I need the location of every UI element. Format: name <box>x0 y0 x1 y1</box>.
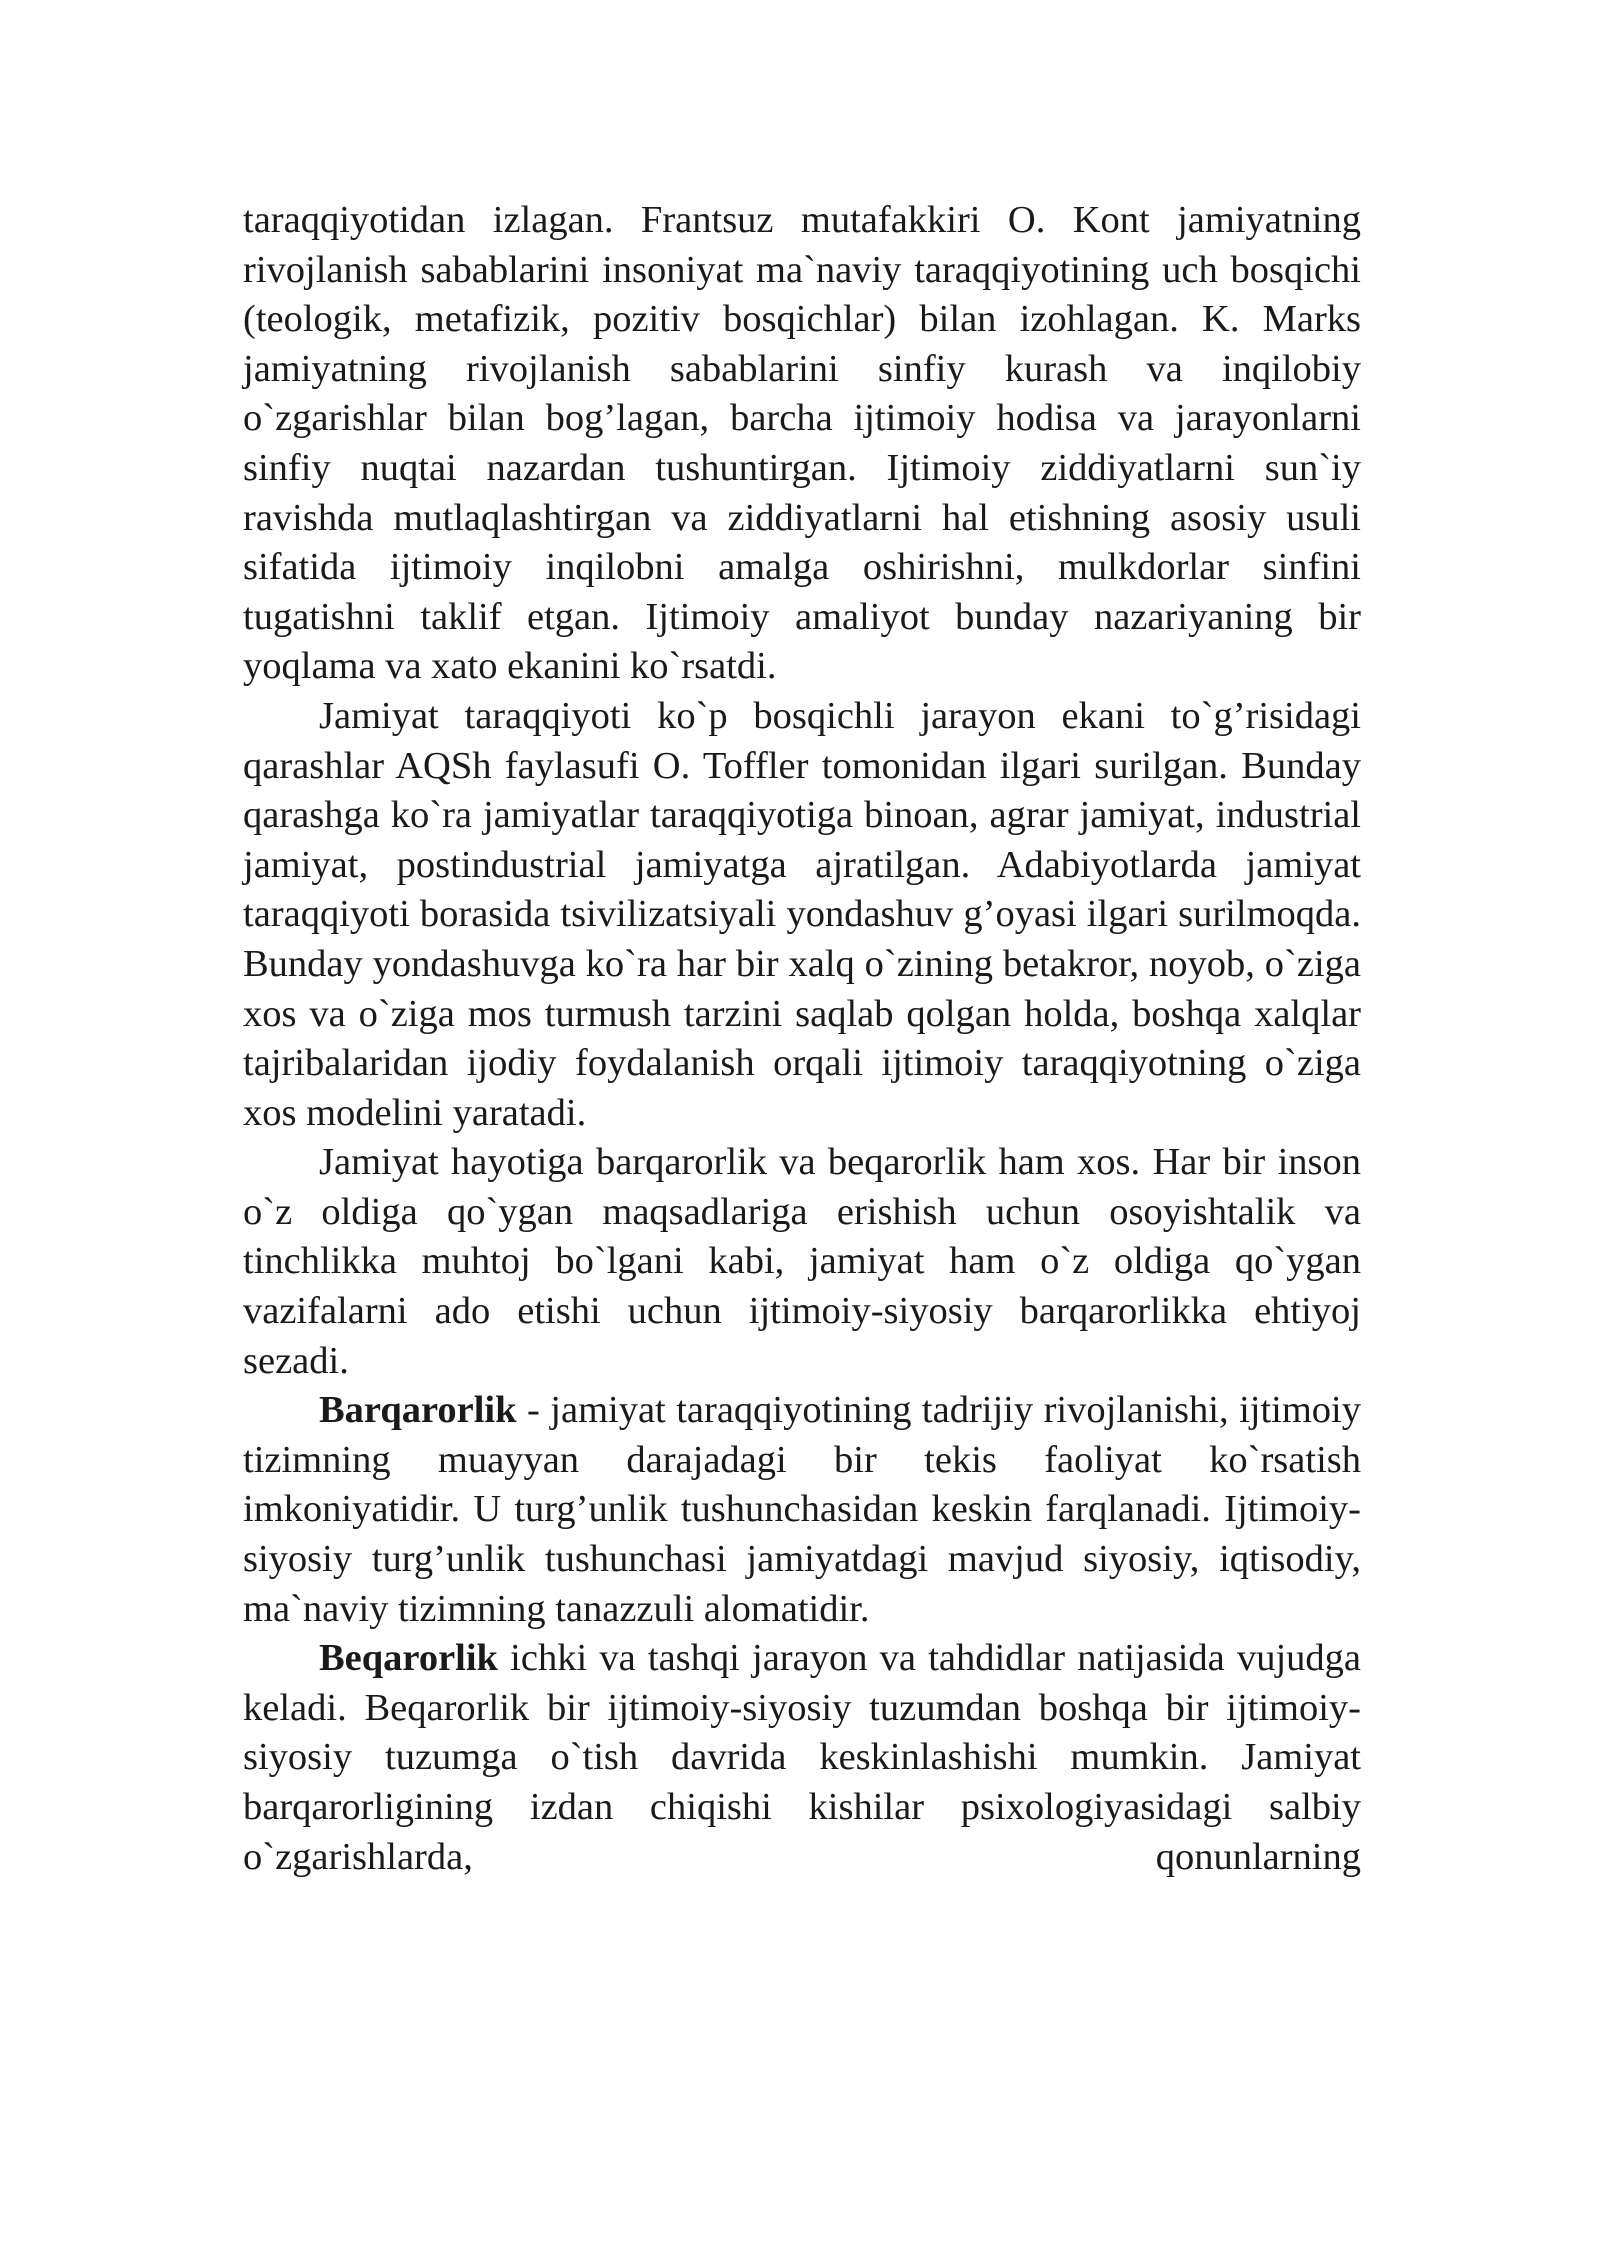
paragraph-barqarorlik-definition <box>243 1386 1361 1634</box>
paragraph-continuation: taraqqiyotidan izlagan. Frantsuz mutafakkiri O. Kont jamiyatning rivojlanish sabablarini insoniyat ma`naviy taraqqiyotining uch bosqichi (teologik, metafizik, pozitiv bosqichlar) bilan izohlagan. K. Marks jamiyatning rivojlanish sabablarini sinfiy kurash va inqilobiy o`zgarishlar bilan bog’lagan, barcha ijtimoiy hodisa va jarayonlarni sinfiy nuqtai nazardan tushuntirgan. Ijtimoiy ziddiyatlarni sun`iy ravishda mutlaqlashtirgan va ziddiyatlarni hal etishning asosiy usuli sifatida ijtimoiy inqilobni amalga oshirishni, mulkdorlar sinfini tugatishni taklif etgan. Ijtimoiy amaliyot bunday nazariyaning bir yoqlama va xato ekanini ko`rsatdi. <box>243 199 1361 688</box>
definition-barqarorlik: - jamiyat taraqqiyotining tadrijiy rivojlanishi, ijtimoiy tizimning muayyan darajadagi bir tekis faoliyat ko`rsatish imkoniyatidir. U turg’unlik tushunchasidan keskin farqlanadi. Ijtimoiy-siyosiy turg’unlik tushunchasi jamiyatdagi mavjud siyosiy, iqtisodiy, ma`naviy tizimning tanazzuli alomatidir. <box>243 1389 1361 1630</box>
paragraph-toffler: Jamiyat taraqqiyoti ko`p bosqichli jarayon ekani to`g’risidagi qarashlar AQSh faylasufi O. Toffler tomonidan ilgari surilgan. Bunday qarashga ko`ra jamiyatlar taraqqiyotiga binoan, agrar jamiyat, industrial jamiyat, postindustrial jamiyatga ajratilgan. Adabiyotlarda jamiyat taraqqiyoti borasida tsivilizatsiyali yondashuv g’oyasi ilgari surilmoqda. Bunday yondashuvga ko`ra har bir xalq o`zining betakror, noyob, o`ziga xos va o`ziga mos turmush tarzini saqlab qolgan holda, boshqa xalqlar tajribalaridan ijodiy foydalanish orqali ijtimoiy taraqqiyotning o`ziga xos modelini yaratadi. <box>243 694 1361 1134</box>
paragraph-beqarorlik-definition <box>243 1634 1361 1882</box>
definition-beqarorlik: ichki va tashqi jarayon va tahdidlar natijasida vujudga keladi. Beqarorlik bir ijtimoiy-siyosiy tuzumdan boshqa bir ijtimoiy-siyosiy tuzumga o`tish davrida keskinlashishi mumkin. Jamiyat barqarorligining izdan chiqishi kishilar psixologiyasidagi salbiy o`zgarishlarda, qonunlarning <box>243 1637 1361 1878</box>
document-page <box>243 196 1361 1882</box>
term-barqarorlik: Barqarorlik <box>319 1389 517 1432</box>
term-beqarorlik: Beqarorlik <box>319 1637 498 1680</box>
paragraph-stability-intro: Jamiyat hayotiga barqarorlik va beqarorlik ham xos. Har bir inson o`z oldiga qo`ygan maqsadlariga erishish uchun osoyishtalik va tinchlikka muhtoj bo`lgani kabi, jamiyat ham o`z oldiga qo`ygan vazifalarni ado etishi uchun ijtimoiy-siyosiy barqarorlikka ehtiyoj sezadi. <box>243 1141 1361 1382</box>
